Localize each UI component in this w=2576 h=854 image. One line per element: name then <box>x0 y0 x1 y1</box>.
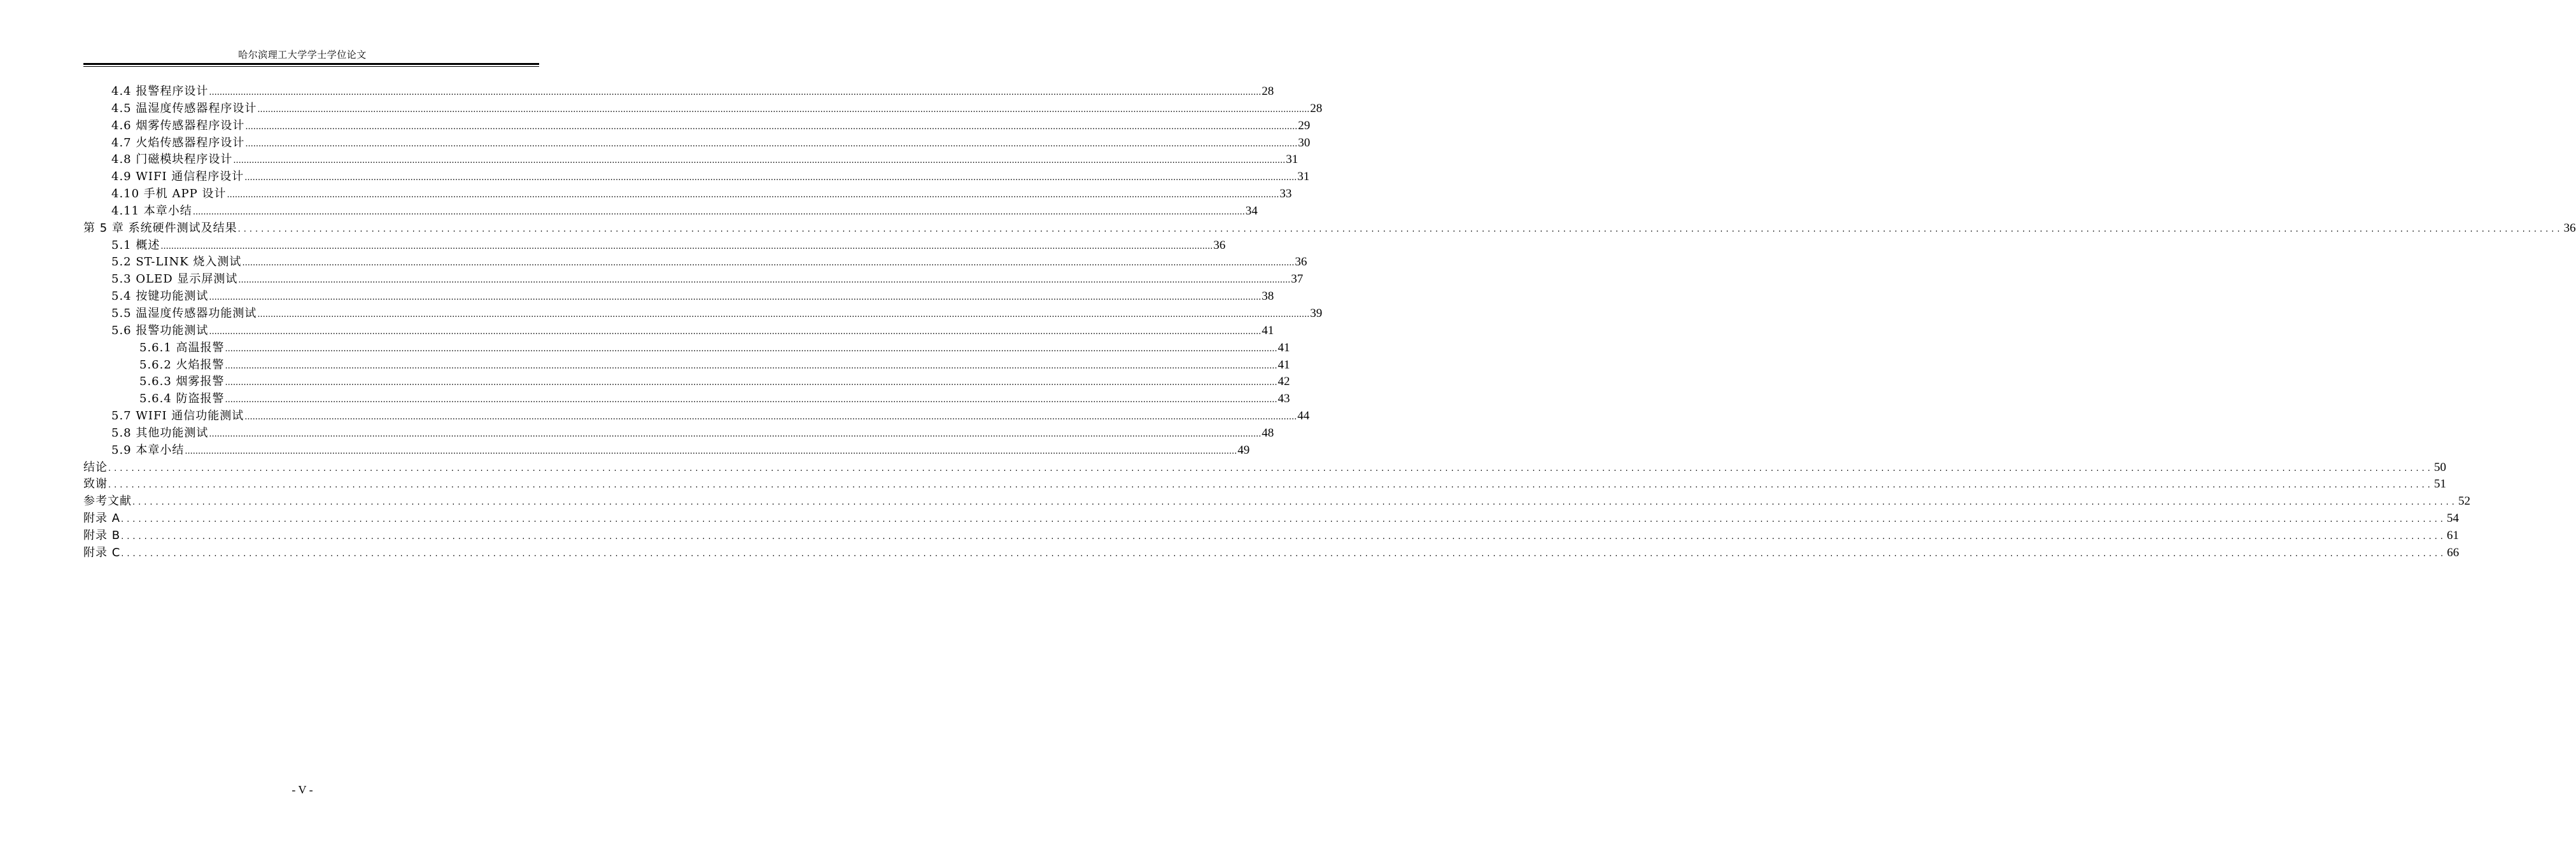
toc-entry-page: 28 <box>1310 101 1323 115</box>
toc-entry[interactable] <box>83 408 1310 425</box>
toc-dot-leader: ................................................................................................................................................................................................................................................................................................................................................................................................................ <box>244 412 1297 423</box>
toc-dot-leader: ................................................................................................................................................................................................................................................................................................................................................................................................................ <box>237 224 2563 234</box>
toc-dot-leader: ................................................................................................................................................................................................................................................................................................................................................................................................................ <box>209 429 1262 439</box>
toc-dot-leader: ................................................................................................................................................................................................................................................................................................................................................................................................................ <box>257 104 1310 115</box>
toc-entry-page: 52 <box>2458 494 2470 508</box>
table-of-contents <box>83 83 2576 562</box>
toc-entry[interactable] <box>83 203 1258 220</box>
toc-entry-page: 29 <box>1298 118 1311 132</box>
toc-entry[interactable] <box>83 357 1290 374</box>
toc-entry-page: 34 <box>1245 204 1258 218</box>
toc-dot-leader: ................................................................................................................................................................................................................................................................................................................................................................................................................ <box>192 207 1245 217</box>
toc-entry-page: 39 <box>1310 306 1323 320</box>
toc-entry-page: 33 <box>1279 187 1292 201</box>
toc-entry[interactable] <box>83 186 1292 203</box>
toc-entry[interactable] <box>83 288 1274 305</box>
toc-entry-page: 28 <box>1262 85 1274 98</box>
toc-dot-leader: ................................................................................................................................................................................................................................................................................................................................................................................................................ <box>132 498 2458 508</box>
toc-entry[interactable] <box>83 374 1290 391</box>
toc-entry-page: 50 <box>2433 460 2446 474</box>
toc-entry-page: 41 <box>1262 323 1274 337</box>
toc-dot-leader: ................................................................................................................................................................................................................................................................................................................................................................................................................ <box>121 549 2447 559</box>
toc-dot-leader: ................................................................................................................................................................................................................................................................................................................................................................................................................ <box>225 361 1277 371</box>
toc-entry-page: 36 <box>1213 238 1226 252</box>
toc-entry-page: 41 <box>1277 340 1290 354</box>
toc-entry[interactable] <box>83 442 1250 459</box>
toc-entry-page: 38 <box>1262 290 1274 304</box>
toc-dot-leader: ................................................................................................................................................................................................................................................................................................................................................................................................................ <box>225 395 1277 405</box>
toc-entry-label: 5.5 温湿度传感器功能测试 <box>111 306 257 320</box>
toc-dot-leader: ................................................................................................................................................................................................................................................................................................................................................................................................................ <box>121 515 2446 525</box>
toc-entry-page: 31 <box>1286 153 1299 167</box>
toc-entry-label: 结论 <box>83 460 108 474</box>
toc-entry-label: 附录 A <box>83 512 121 526</box>
toc-entry[interactable] <box>83 545 2460 562</box>
toc-dot-leader: ................................................................................................................................................................................................................................................................................................................................................................................................................ <box>121 531 2447 542</box>
toc-entry-page: 31 <box>1297 170 1310 184</box>
toc-dot-leader: ................................................................................................................................................................................................................................................................................................................................................................................................................ <box>225 378 1277 388</box>
toc-dot-leader: ................................................................................................................................................................................................................................................................................................................................................................................................................ <box>257 309 1310 319</box>
toc-dot-leader: ................................................................................................................................................................................................................................................................................................................................................................................................................ <box>185 446 1237 456</box>
toc-dot-leader: ................................................................................................................................................................................................................................................................................................................................................................................................................ <box>108 463 2433 473</box>
toc-entry-page: 61 <box>2447 528 2460 542</box>
toc-entry-label: 参考文献 <box>83 494 132 508</box>
toc-entry[interactable] <box>83 271 1304 288</box>
toc-dot-leader: ................................................................................................................................................................................................................................................................................................................................................................................................................ <box>209 326 1262 337</box>
toc-dot-leader: ................................................................................................................................................................................................................................................................................................................................................................................................................ <box>209 293 1262 303</box>
toc-entry[interactable] <box>83 528 2460 545</box>
toc-entry-label: 5.4 按键功能测试 <box>111 290 209 304</box>
toc-entry-page: 44 <box>1297 409 1310 423</box>
toc-entry[interactable] <box>83 151 1299 169</box>
toc-entry-label: 5.3 OLED 显示屏测试 <box>111 272 238 286</box>
toc-entry-page: 42 <box>1277 375 1290 389</box>
toc-entry[interactable] <box>83 323 1274 340</box>
toc-entry[interactable] <box>83 493 2470 510</box>
toc-entry-label: 5.6.3 烟雾报警 <box>139 375 225 389</box>
toc-entry[interactable] <box>83 237 1226 255</box>
toc-entry-page: 36 <box>2563 221 2576 235</box>
toc-entry-page: 36 <box>1295 255 1307 269</box>
toc-entry-page: 49 <box>1237 443 1250 457</box>
toc-entry-label: 4.11 本章小结 <box>111 204 192 218</box>
toc-entry[interactable] <box>83 476 2446 493</box>
page-header-title: 哈尔滨理工大学学士学位论文 <box>238 49 367 60</box>
toc-dot-leader: ................................................................................................................................................................................................................................................................................................................................................................................................................ <box>244 173 1297 183</box>
toc-dot-leader: ................................................................................................................................................................................................................................................................................................................................................................................................................ <box>245 139 1298 149</box>
toc-dot-leader: ................................................................................................................................................................................................................................................................................................................................................................................................................ <box>209 88 1262 97</box>
toc-entry[interactable] <box>83 254 1307 271</box>
toc-entry[interactable] <box>83 305 1323 323</box>
toc-entry-label: 4.10 手机 APP 设计 <box>111 187 227 201</box>
toc-dot-leader: ................................................................................................................................................................................................................................................................................................................................................................................................................ <box>225 344 1277 354</box>
toc-dot-leader: ................................................................................................................................................................................................................................................................................................................................................................................................................ <box>108 480 2433 491</box>
toc-entry-page: 30 <box>1298 136 1311 150</box>
toc-entry-label: 5.6.2 火焰报警 <box>139 358 225 372</box>
toc-dot-leader: ................................................................................................................................................................................................................................................................................................................................................................................................................ <box>233 156 1286 166</box>
toc-entry-label: 4.4 报警程序设计 <box>111 85 209 98</box>
toc-entry-label: 5.7 WIFI 通信功能测试 <box>111 409 244 423</box>
toc-dot-leader: ................................................................................................................................................................................................................................................................................................................................................................................................................ <box>160 241 1213 251</box>
toc-entry-label: 5.6.1 高温报警 <box>139 340 225 354</box>
toc-entry[interactable] <box>83 459 2446 477</box>
toc-entry-page: 43 <box>1277 392 1290 406</box>
toc-dot-leader: ................................................................................................................................................................................................................................................................................................................................................................................................................ <box>227 190 1279 200</box>
toc-entry-page: 48 <box>1262 426 1274 440</box>
toc-entry-label: 第 5 章 系统硬件测试及结果 <box>83 221 237 235</box>
toc-entry-label: 5.6 报警功能测试 <box>111 323 209 337</box>
toc-entry-label: 5.1 概述 <box>111 238 160 252</box>
toc-entry[interactable] <box>83 340 1290 357</box>
toc-dot-leader: ................................................................................................................................................................................................................................................................................................................................................................................................................ <box>238 276 1291 286</box>
toc-entry[interactable] <box>83 101 1323 118</box>
toc-entry-label: 4.8 门磁模块程序设计 <box>111 153 233 167</box>
toc-entry-page: 51 <box>2433 477 2446 491</box>
toc-entry-label: 5.8 其他功能测试 <box>111 426 209 440</box>
toc-entry[interactable] <box>83 391 1290 408</box>
toc-entry[interactable] <box>83 425 1274 442</box>
toc-entry[interactable] <box>83 135 1311 152</box>
page-number: - V - <box>292 783 313 796</box>
toc-entry-page: 37 <box>1291 272 1304 286</box>
toc-entry-label: 4.5 温湿度传感器程序设计 <box>111 101 257 115</box>
toc-entry-label: 5.6.4 防盗报警 <box>139 392 225 406</box>
header-rule-thin <box>83 66 539 67</box>
toc-entry-label: 附录 B <box>83 528 121 542</box>
toc-entry[interactable] <box>83 169 1310 186</box>
toc-entry-label: 附录 C <box>83 545 121 559</box>
toc-entry[interactable] <box>83 83 1274 101</box>
toc-entry-label: 4.9 WIFI 通信程序设计 <box>111 170 244 184</box>
toc-dot-leader: ................................................................................................................................................................................................................................................................................................................................................................................................................ <box>245 122 1298 132</box>
toc-entry-label: 4.6 烟雾传感器程序设计 <box>111 118 245 132</box>
toc-entry[interactable] <box>83 220 2576 237</box>
header-rule-thick <box>83 63 539 65</box>
toc-entry-label: 4.7 火焰传感器程序设计 <box>111 136 245 150</box>
toc-entry[interactable] <box>83 510 2459 528</box>
toc-entry[interactable] <box>83 118 1311 135</box>
toc-entry-label: 5.2 ST-LINK 烧入测试 <box>111 255 242 269</box>
toc-entry-page: 66 <box>2447 545 2460 559</box>
toc-entry-page: 54 <box>2446 512 2459 526</box>
toc-entry-label: 致谢 <box>83 477 108 491</box>
toc-dot-leader: ................................................................................................................................................................................................................................................................................................................................................................................................................ <box>242 258 1295 269</box>
toc-entry-label: 5.9 本章小结 <box>111 443 185 457</box>
toc-entry-page: 41 <box>1277 358 1290 372</box>
